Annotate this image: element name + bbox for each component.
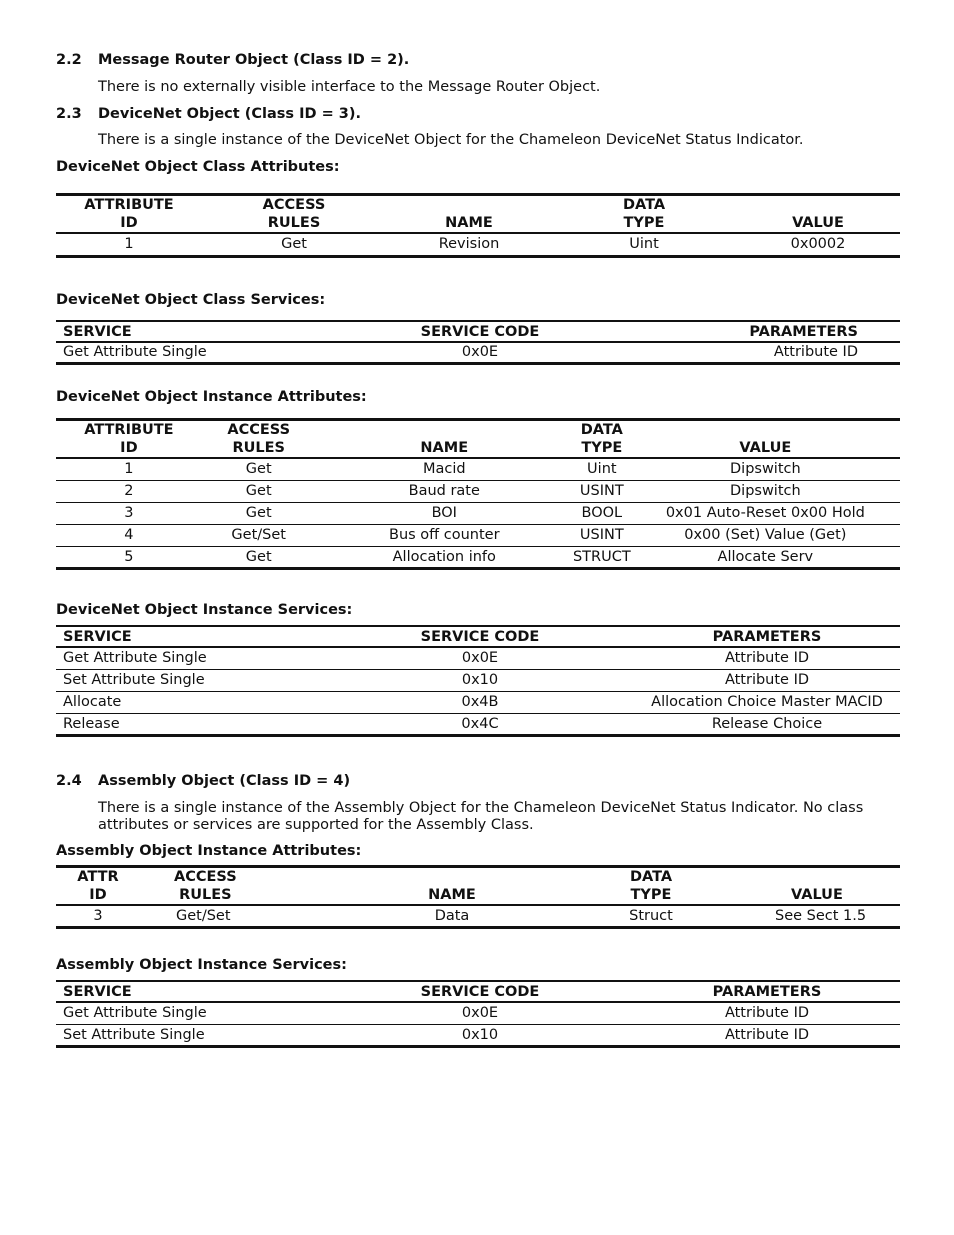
table-cell: STRUCT xyxy=(572,548,631,565)
table-header-row xyxy=(56,321,900,342)
table-row xyxy=(56,713,900,735)
column-header: NAME xyxy=(428,887,476,903)
table-cell: 0x01 Auto-Reset 0x00 Hold xyxy=(665,505,865,521)
table-cell: Get/Set xyxy=(176,907,231,924)
table-header-row xyxy=(56,867,900,906)
devicenet-instance-services-table xyxy=(56,625,900,737)
column-header: PARAMETERS xyxy=(712,629,822,645)
table-cell: Allocate xyxy=(63,694,122,710)
devicenet-instance-attributes-table xyxy=(56,418,900,570)
table-header-row xyxy=(56,626,900,647)
table-cell: 0x0E xyxy=(461,650,499,667)
table-cell: Struct xyxy=(629,907,673,924)
devicenet-class-attributes-table xyxy=(56,193,900,258)
table-cell: Set Attribute Single xyxy=(63,672,205,688)
table-title: DeviceNet Object Class Attributes: xyxy=(56,159,340,175)
column-header: PARAMETERS xyxy=(712,984,822,1000)
table-cell: 0x4C xyxy=(461,715,499,732)
column-header: DATA TYPE xyxy=(629,869,673,903)
table-cell: 1 xyxy=(124,461,134,478)
table-row xyxy=(56,342,900,363)
column-header: DATA TYPE xyxy=(622,197,666,231)
table-cell: Allocate Serv xyxy=(717,548,814,565)
table-cell: Baud rate xyxy=(408,483,480,499)
table-cell: 4 xyxy=(124,527,134,543)
column-header: ACCESS RULES xyxy=(174,869,237,903)
column-header: PARAMETERS xyxy=(749,324,858,340)
table-title: Assembly Object Instance Attributes: xyxy=(56,843,362,859)
section-text: There is a single instance of the Assembly Object for the Chameleon DeviceNet Status Indicator. No class attributes or services are supported for the Assembly Class. xyxy=(98,800,864,833)
assembly-instance-services-table xyxy=(56,980,900,1048)
devicenet-class-services-table xyxy=(56,320,900,365)
table-cell: 3 xyxy=(124,505,134,521)
table-cell: Uint xyxy=(629,236,659,253)
table-row xyxy=(56,480,900,502)
table-cell: Get Attribute Single xyxy=(63,650,207,667)
table-cell: Allocation info xyxy=(392,548,496,565)
table-cell: 0x0E xyxy=(461,1005,499,1022)
column-header: SERVICE CODE xyxy=(420,629,540,645)
section-number: 2.4 xyxy=(56,773,82,789)
table-cell: Set Attribute Single xyxy=(63,1026,205,1043)
table-cell: Attribute ID xyxy=(773,344,858,361)
table-cell: Attribute ID xyxy=(724,672,810,688)
table-row xyxy=(56,233,900,256)
section-number: 2.2 xyxy=(56,52,82,68)
table-header-row xyxy=(56,981,900,1002)
table-cell: Dipswitch xyxy=(730,461,801,478)
section-title: DeviceNet Object (Class ID = 3). xyxy=(98,106,361,122)
table-cell: Dipswitch xyxy=(730,483,801,499)
table-row xyxy=(56,502,900,524)
section-number: 2.3 xyxy=(56,106,82,122)
column-header: ACCESS RULES xyxy=(227,422,291,456)
table-cell: Get Attribute Single xyxy=(63,1005,207,1022)
table-header-row xyxy=(56,195,900,234)
section-text: There is a single instance of the DeviceNet Object for the Chameleon DeviceNet Status Indicator. xyxy=(98,132,804,148)
column-header: ATTRIBUTE ID xyxy=(84,197,174,231)
table-cell: Get xyxy=(245,505,272,521)
table-cell: Get xyxy=(245,461,272,478)
table-cell: See Sect 1.5 xyxy=(775,907,867,924)
column-header: ATTRIBUTE ID xyxy=(84,422,174,456)
column-header: VALUE xyxy=(791,887,843,903)
table-cell: 0x0E xyxy=(461,344,499,361)
table-cell: BOOL xyxy=(581,505,623,521)
table-cell: Bus off counter xyxy=(389,527,500,543)
column-header: NAME xyxy=(445,215,493,231)
column-header: SERVICE xyxy=(63,629,132,645)
table-cell: Get Attribute Single xyxy=(63,344,207,361)
assembly-instance-attributes-table xyxy=(56,865,900,929)
table-cell: BOI xyxy=(431,505,457,521)
section-title: Assembly Object (Class ID = 4) xyxy=(98,773,351,789)
section-title: Message Router Object (Class ID = 2). xyxy=(98,52,410,68)
table-title: DeviceNet Object Class Services: xyxy=(56,292,326,308)
table-cell: Get/Set xyxy=(231,527,286,543)
table-cell: Data xyxy=(434,907,470,924)
table-cell: Attribute ID xyxy=(724,1005,810,1022)
table-row xyxy=(56,1024,900,1046)
table-row xyxy=(56,546,900,568)
table-cell: Macid xyxy=(422,461,466,478)
column-header: VALUE xyxy=(792,215,844,231)
table-row xyxy=(56,669,900,691)
table-cell: 5 xyxy=(124,548,134,565)
section-text: There is no externally visible interface to the Message Router Object. xyxy=(98,79,601,95)
column-header: SERVICE CODE xyxy=(420,984,540,1000)
table-title: DeviceNet Object Instance Services: xyxy=(56,602,353,618)
column-header: SERVICE xyxy=(63,984,132,1000)
table-cell: Get xyxy=(245,548,272,565)
table-cell: Get xyxy=(281,236,307,253)
table-cell: Attribute ID xyxy=(724,650,810,667)
table-row xyxy=(56,905,900,927)
table-cell: 3 xyxy=(93,907,103,924)
table-row xyxy=(56,524,900,546)
table-cell: 0x10 xyxy=(461,672,499,688)
table-cell: 0x4B xyxy=(461,694,499,710)
table-row xyxy=(56,1002,900,1024)
table-cell: 2 xyxy=(124,483,134,499)
table-row xyxy=(56,691,900,713)
column-header: SERVICE xyxy=(63,324,132,340)
column-header: ATTR ID xyxy=(77,869,119,903)
table-cell: 0x10 xyxy=(461,1026,499,1043)
table-cell: 0x00 (Set) Value (Get) xyxy=(684,527,847,543)
column-header: SERVICE CODE xyxy=(420,324,540,340)
table-cell: Release xyxy=(63,715,120,732)
table-header-row xyxy=(56,420,900,459)
table-title: Assembly Object Instance Services: xyxy=(56,957,347,973)
table-row xyxy=(56,458,900,480)
table-cell: Allocation Choice Master MACID xyxy=(651,694,883,710)
table-cell: USINT xyxy=(579,527,624,543)
table-cell: USINT xyxy=(579,483,624,499)
table-cell: Release Choice xyxy=(711,715,823,732)
column-header: NAME xyxy=(420,440,469,456)
column-header: VALUE xyxy=(739,440,792,456)
table-cell: Get xyxy=(245,483,272,499)
table-row xyxy=(56,647,900,669)
table-cell: 1 xyxy=(124,236,134,253)
column-header: DATA TYPE xyxy=(580,422,623,456)
column-header: ACCESS RULES xyxy=(262,197,326,231)
table-cell: 0x0002 xyxy=(790,236,846,253)
table-cell: Revision xyxy=(438,236,500,253)
table-cell: Uint xyxy=(587,461,617,478)
table-cell: Attribute ID xyxy=(724,1026,810,1043)
table-title: DeviceNet Object Instance Attributes: xyxy=(56,389,367,405)
